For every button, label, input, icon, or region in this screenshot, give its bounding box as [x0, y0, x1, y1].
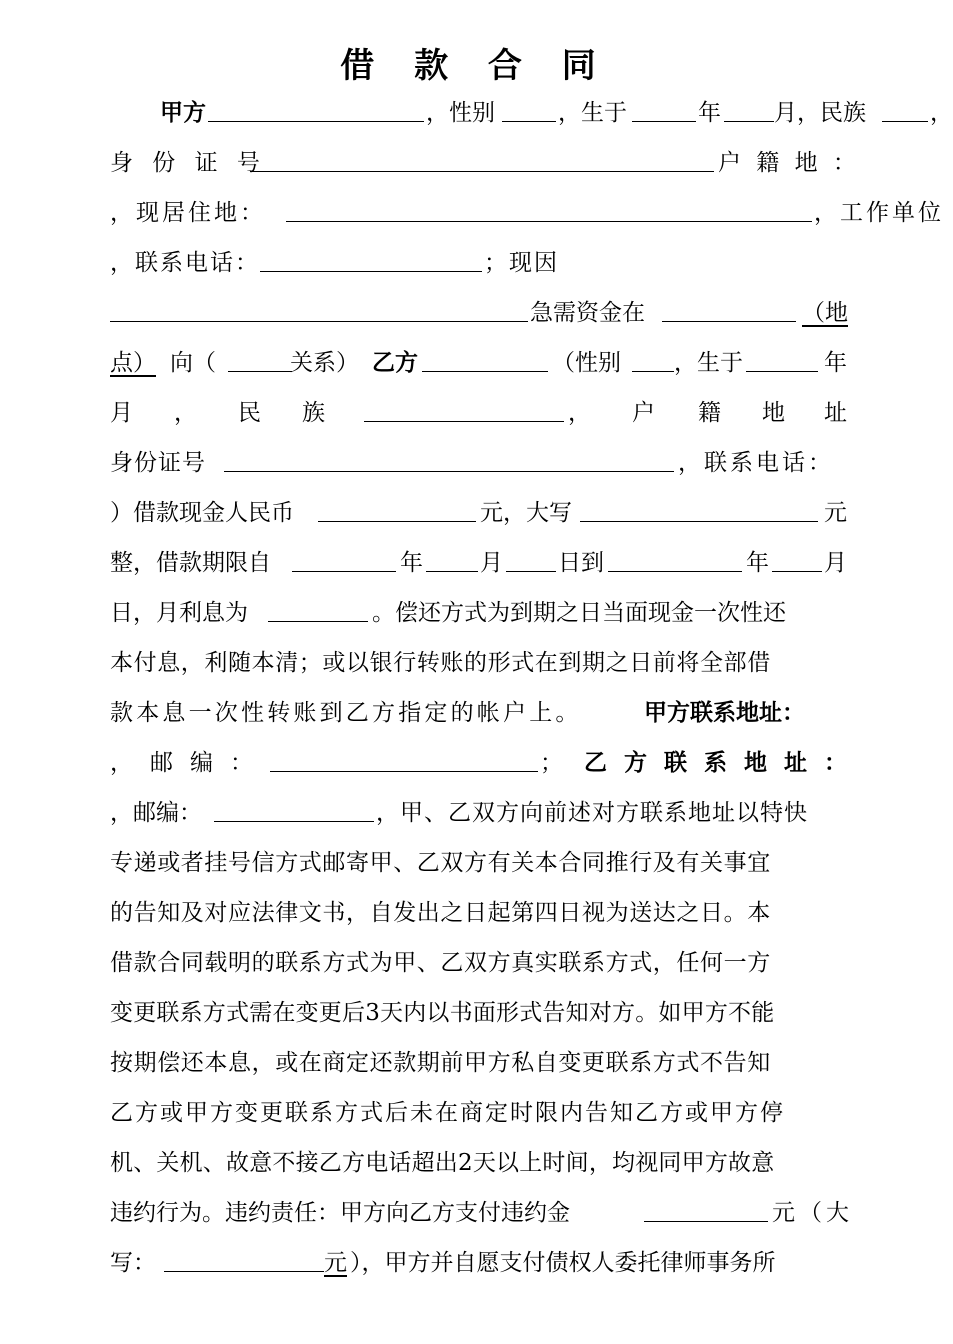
- transfer-line: [110, 695, 848, 731]
- colon: ：: [230, 750, 253, 776]
- start-month-label: 月: [480, 550, 503, 576]
- loan-period-label: 整，借款期限自: [110, 550, 271, 576]
- start-month-blank: [426, 545, 478, 572]
- party-b-born-label: ，生于: [674, 350, 743, 376]
- party-b-birth-year-blank: [746, 345, 818, 372]
- party-b-id-line: [110, 445, 848, 481]
- postcode-line: [110, 745, 848, 781]
- reason-blank: [110, 295, 528, 322]
- party-b-postcode-label: ，邮编：: [110, 800, 202, 826]
- party-b-postcode-line: [110, 795, 848, 831]
- party-b-line: [110, 345, 848, 381]
- phone-label: ，联系电话：: [110, 250, 260, 276]
- ethnicity-char-1: 民: [238, 400, 261, 426]
- penalty-capital-open-label: 元（大: [772, 1200, 853, 1226]
- birth-month-blank: [724, 95, 774, 122]
- party-b-year-label: 年: [824, 350, 847, 376]
- party-b-postcode-blank: [214, 795, 374, 822]
- id-number-label: 身 份 证 号: [110, 150, 266, 176]
- ethnicity-blank: [882, 95, 928, 122]
- party-a-postcode-blank: [270, 745, 538, 772]
- party-b-gender-label: （性别: [552, 350, 621, 376]
- household-char-4: 址: [824, 400, 847, 426]
- location-blank: [662, 295, 796, 322]
- loan-amount-line: [110, 495, 848, 531]
- interest-line: [110, 595, 848, 631]
- comma: ，: [174, 400, 197, 426]
- body-line: 专递或者挂号信方式邮寄甲、乙双方有关本合同推行及有关事宜: [110, 850, 771, 876]
- ethnicity-label: 月，民族: [774, 100, 866, 126]
- document-title: 借 款 合 同: [340, 46, 610, 86]
- loan-amount-label: ）借款现金人民币: [110, 500, 294, 526]
- party-b-address-char-5: 地: [744, 750, 767, 776]
- location-open-label: （地: [802, 300, 848, 326]
- body-line: 本付息，利随本清；或以银行转账的形式在到期之日前将全部借: [110, 650, 771, 676]
- born-label: ，生于: [558, 100, 627, 126]
- body-line: 乙方或甲方变更联系方式后未在商定时限内告知乙方或甲方停: [110, 1100, 785, 1126]
- party-b-ethnicity-line: [110, 395, 848, 431]
- party-b-phone-label: ，联系电话：: [678, 450, 834, 476]
- loan-amount-blank: [318, 495, 476, 522]
- gender-label: ，性别: [426, 100, 495, 126]
- ethnicity-char-2: 族: [302, 400, 325, 426]
- household-char-1: 户: [632, 400, 655, 426]
- reason-label: ；现因: [484, 250, 559, 276]
- party-b-id-label: 身份证号: [110, 450, 206, 476]
- yuan-label: 元: [324, 1250, 347, 1276]
- penalty-label: 违约行为。违约责任：甲方向乙方支付违约金: [110, 1200, 570, 1226]
- penalty-line: [110, 1195, 853, 1231]
- party-b-address-char-1: 乙: [584, 750, 607, 776]
- month-label: 月: [110, 400, 133, 426]
- relation-label: 关系）: [290, 350, 359, 376]
- capital-label: 写：: [110, 1250, 156, 1276]
- party-b-address-char-6: 址: [784, 750, 807, 776]
- party-b-ethnicity-blank: [364, 395, 564, 422]
- party-b-address-char-2: 方: [624, 750, 647, 776]
- id-number-blank: [250, 145, 714, 172]
- start-year-label: 年: [400, 550, 423, 576]
- loan-amount-capital-blank: [580, 495, 818, 522]
- location-close-label: 点）: [110, 350, 156, 376]
- penalty-capital-line: [110, 1245, 848, 1281]
- phone-blank: [260, 245, 482, 272]
- party-a-label: 甲方: [160, 100, 206, 126]
- residence-blank: [286, 195, 812, 222]
- start-day-blank: [506, 545, 556, 572]
- household-label: 户 籍 地 ：: [718, 150, 860, 176]
- interest-label: 日，月利息为: [110, 600, 248, 626]
- colon: ：: [824, 750, 847, 776]
- party-b-gender-blank: [632, 345, 674, 372]
- semicolon: ；: [540, 750, 563, 776]
- postcode-char-2: 编: [190, 750, 213, 776]
- transfer-text: 款本息一次性转账到乙方指定的帐户上。: [110, 700, 582, 726]
- repayment-text: 。偿还方式为到期之日当面现金一次性还: [372, 600, 786, 626]
- gender-blank: [502, 95, 556, 122]
- to-label: 日到: [558, 550, 604, 576]
- body-line: 变更联系方式需在变更后3天内以书面形式告知对方。如甲方不能: [110, 1000, 775, 1026]
- start-year-blank: [292, 545, 396, 572]
- body-line: 按期偿还本息，或在商定还款期前甲方私自变更联系方式不告知: [110, 1050, 771, 1076]
- end-month-blank: [772, 545, 822, 572]
- body-line: 的告知及对应法律文书，自发出之日起第四日视为送达之日。本: [110, 900, 771, 926]
- party-a-address-label: 甲方联系地址：: [644, 700, 805, 726]
- household-char-3: 地: [762, 400, 785, 426]
- relation-blank: [228, 345, 292, 372]
- capital-label: 元，大写: [480, 500, 572, 526]
- interest-blank: [268, 595, 368, 622]
- end-month-label: 月: [824, 550, 847, 576]
- lawyer-fee-text: ），甲方并自愿支付债权人委托律师事务所: [350, 1250, 776, 1276]
- party-b-name-blank: [422, 345, 548, 372]
- birth-year-blank: [632, 95, 696, 122]
- household-char-2: 籍: [698, 400, 721, 426]
- postcode-char-1: 邮: [150, 750, 173, 776]
- penalty-amount-blank: [644, 1195, 768, 1222]
- phone-line: [110, 245, 848, 281]
- end-year-blank: [608, 545, 742, 572]
- funds-line: [110, 295, 848, 331]
- party-b-label: 乙方: [372, 350, 418, 376]
- comma: ，: [568, 400, 591, 426]
- towards-label: 向（: [170, 350, 216, 376]
- urgent-funds-label: 急需资金在: [530, 300, 645, 326]
- body-line: 借款合同载明的联系方式为甲、乙双方真实联系方式，任何一方: [110, 950, 771, 976]
- party-a-basic-line: [110, 95, 953, 131]
- party-b-address-char-4: 系: [704, 750, 727, 776]
- notice-text: ，甲、乙双方向前述对方联系地址以特快: [376, 800, 808, 826]
- end-year-label: 年: [746, 550, 769, 576]
- residence-label: ，现居住地：: [110, 200, 266, 226]
- employer-label: ，工作单位: [814, 200, 944, 226]
- loan-period-line: [110, 545, 848, 581]
- penalty-capital-blank: [164, 1245, 324, 1272]
- party-b-id-blank: [224, 445, 674, 472]
- id-number-line: [110, 145, 860, 181]
- year-label: 年: [698, 100, 721, 126]
- party-b-address-char-3: 联: [664, 750, 687, 776]
- comma: ，: [930, 100, 953, 126]
- comma: ，: [110, 750, 133, 776]
- residence-line: [110, 195, 944, 231]
- party-a-name-blank: [208, 95, 424, 122]
- body-line: 机、关机、故意不接乙方电话超出2天以上时间，均视同甲方故意: [110, 1150, 775, 1176]
- yuan-label: 元: [824, 500, 847, 526]
